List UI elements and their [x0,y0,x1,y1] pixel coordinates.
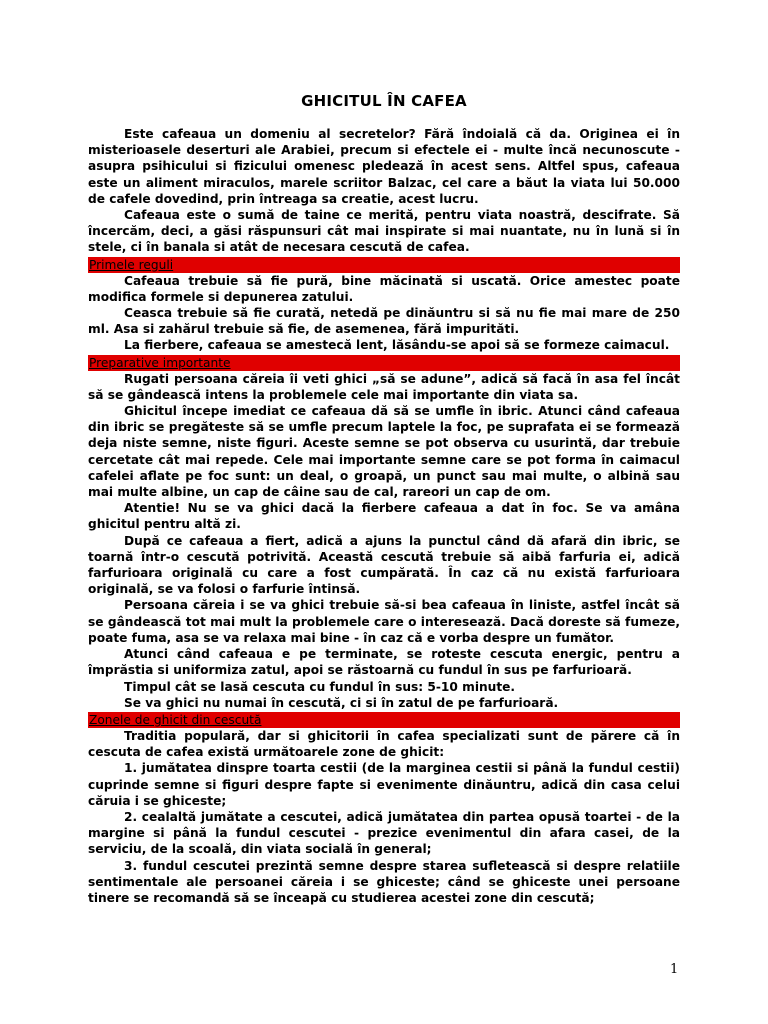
intro-paragraph: Este cafeaua un domeniu al secretelor? Fără îndoială că da. Originea ei în misterioasele deserturi ale Arabiei, precum si efectele ei - multe încă necunoscute - asupra psihicului si fizicului omenesc pledează în acest sens. Altfel spus, cafeaua este un aliment miraculos, marele scriitor Balzac, cel care a băut la viata lui 50.000 de cafele dovedind, prin întreaga sa creatie, acest lucru. [88,127,680,206]
body-paragraph: Ceasca trebuie să fie curată, netedă pe dinăuntru si să nu fie mai mare de 250 ml. Asa si zahărul trebuie să fie, de asemenea, fără impurităti. [88,306,680,337]
section-heading-text: Preparative importante [89,355,231,370]
list-item: 1. jumătatea dinspre toarta cestii (de la marginea cestii si până la fundul cestii) cuprinde semne si figuri despre fapte si evenimente dinăuntru, adică din casa celui căruia i se ghiceste; [88,761,680,808]
section-heading-text: Zonele de ghicit din cescută [89,712,262,727]
list-item: 2. cealaltă jumătate a cescutei, adică jumătatea din partea opusă toartei - de la margine si până la fundul cescutei - prezice evenimentul din afara casei, de la serviciu, de la scoală, din viata socială în general; [88,809,680,857]
document-page [88,92,680,906]
body-paragraph: Ghicitul începe imediat ce cafeaua dă să se umfle în ibric. Atunci când cafeaua din ibric se pregăteste să se umfle precum laptele la foc, pe suprafata ei se formează deja niste semne, niste figuri. Aceste semne se pot observa cu usurintă, dar trebuie cercetate cât mai repede. Cele mai importante semne care se pot forma în caimacul cafelei aflate pe foc sunt: un deal, o groapă, un punct sau mai multe, o albină sau mai multe albine, un cap de câine sau de cal, rareori un cap de om. [88,404,680,500]
body-paragraph: Cafeaua trebuie să fie pură, bine măcinată si uscată. Orice amestec poate modifica formele si depunerea zatului. [88,273,680,304]
body-paragraph: Rugati persoana căreia îi veti ghici „să se adune”, adică să facă în asa fel încât să se gândească intens la problemele cele mai importante din viata sa. [88,371,680,402]
section-heading [88,712,680,728]
body-paragraph: Persoana căreia i se va ghici trebuie să-si bea cafeaua în liniste, astfel încât să se gândească tot mai mult la problemele care o interesează. Dacă doreste să fumeze, poate fuma, asa se va relaxa mai bine - în caz că e vorba despre un fumător. [88,598,680,645]
list-item: 3. fundul cescutei prezintă semne despre starea sufletească si despre relatiile sentimentale ale persoanei căreia i se ghiceste; când se ghiceste unei persoane tinere se recomandă să se înceapă cu studierea acestei zone din cescută; [88,858,680,905]
intro-paragraph: Cafeaua este o sumă de taine ce merită, pentru viata noastră, descifrate. Să încercăm, deci, a găsi răspunsuri cât mai inspirate si mai nuantate, nu în lună si în stele, ci în banala si atât de necesara cescută de cafea. [88,208,680,255]
body-paragraph: Atentie! Nu se va ghici dacă la fierbere cafeaua a dat în foc. Se va amâna ghicitul pentru altă zi. [88,501,680,532]
section-heading [88,257,680,273]
section-heading [88,355,680,371]
page-number: 1 [670,962,679,977]
body-paragraph: Traditia populară, dar si ghicitorii în cafea specializati sunt de părere că în cescuta de cafea există următoarele zone de ghicit: [88,728,680,760]
body-paragraph: După ce cafeaua a fiert, adică a ajuns la punctul când dă afară din ibric, se toarnă într-o cescută potrivită. Această cescută trebuie să aibă farfuria ei, adică farfurioara originală cu care a fost cumpărată. În caz că nu există farfurioara originală, se va folosi o farfurie întinsă. [88,533,680,597]
body-paragraph: Se va ghici nu numai în cescută, ci si în zatul de pe farfurioară. [124,695,559,710]
body-paragraph: Timpul cât se lasă cescuta cu fundul în sus: 5-10 minute. [124,679,516,694]
page-title: GHICITUL ÎN CAFEA [301,92,467,110]
body-paragraph: La fierbere, cafeaua se amestecă lent, lăsându-se apoi să se formeze caimacul. [124,338,670,353]
section-heading-text: Primele reguli [89,257,174,272]
body-paragraph: Atunci când cafeaua e pe terminate, se roteste cescuta energic, pentru a împrăstia si uniformiza zatul, apoi se răstoarnă cu fundul în sus pe farfurioară. [88,647,680,678]
